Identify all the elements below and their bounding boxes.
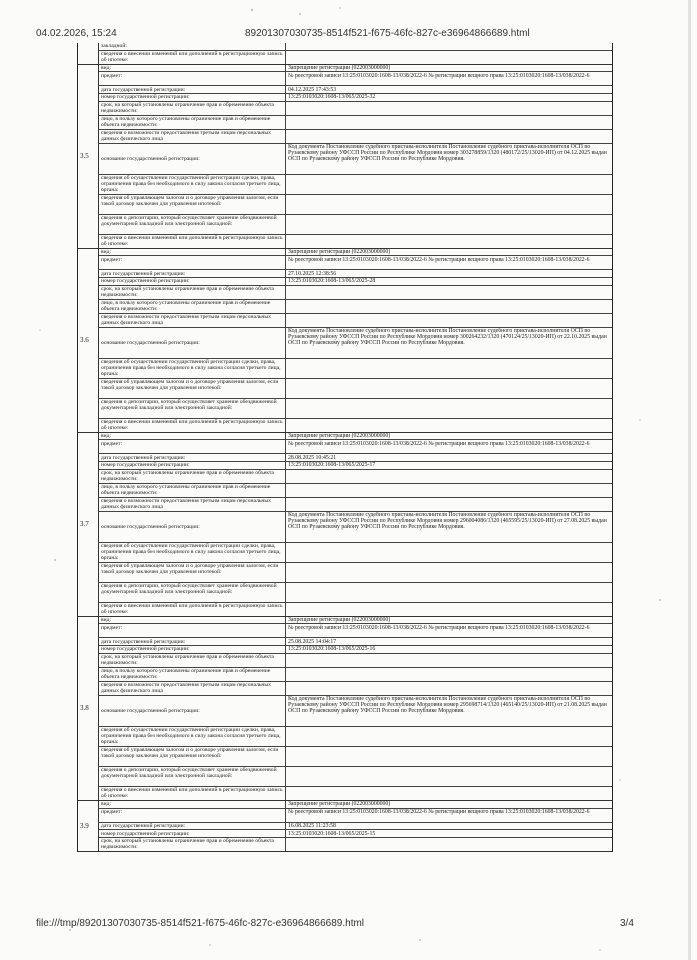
label-basis: основание государственной регистрации:	[99, 512, 286, 542]
value-vid: Запрещение регистрации (022003000000)	[288, 801, 391, 808]
label-changes: сведения о внесении изменений или дополнений в регистрационную запись об ипотеке:	[99, 603, 286, 616]
label-vid: вид:	[99, 65, 286, 72]
label-pledge: сведения об управляющем залогом и о договоре управления залогом, если такой договор заключен для управления ипотекой:	[99, 195, 286, 214]
label-predmet: предмет:	[99, 440, 286, 453]
value-basis: Код документа Постановление судебного пристава-исполнителя Постановление судебного пристава-исполнителя ОСП по Рузаевскому району УФССП России по Республике Мордовия номер 303278859/1320 (480172/25/13020-ИП) от 04.12.2025 выдан ОСП по Рузаевскому району УФССП России по Республике Мордовия.	[288, 143, 607, 163]
value-basis: Код документа Постановление судебного пристава-исполнителя Постановление судебного пристава-исполнителя ОСП по Рузаевскому району УФССП России по Республике Мордовия номер 295698714/1320 (465140/25/13020-ИП) от 21.08.2025 выдан ОСП по Рузаевскому району УФССП России по Республике Мордовия.	[288, 696, 607, 715]
label-changes: сведения о внесении изменений или дополнений в регистрационную запись об ипотеке:	[99, 235, 286, 248]
label-date: дата государственной регистрации:	[99, 270, 286, 277]
label-pledge: сведения об управляющем залогом и о договоре управления залогом, если такой договор заключен для управления ипотекой:	[99, 563, 286, 582]
label-vid: вид:	[99, 249, 286, 256]
print-file-path: file:///tmp/89201307030735-8514f521-f675-46fc-827c-e36964866689.html	[36, 918, 365, 929]
label-depositary: сведения о депозитарии, который осуществляет хранение обездвиженной документарной закладной или электронной закладной:	[99, 215, 286, 234]
label-date: дата государственной регистрации:	[99, 86, 286, 93]
label-date: дата государственной регистрации:	[99, 823, 286, 830]
value-number: 13:25:0103020:1608-13/065/2025-15	[288, 830, 376, 837]
label-predmet: предмет:	[99, 72, 286, 85]
label-person: лицо, в пользу которого установлены ограничение прав и обременение объекта недвижимости:	[99, 116, 286, 129]
label-term: срок, на который установлены ограничение прав и обременение объекта недвижимости:	[99, 838, 286, 851]
value-date: 27.10.2025 12:38:56	[288, 270, 337, 277]
label-number: номер государственной регистрации:	[99, 94, 286, 101]
value-basis: Код документа Постановление судебного пристава-исполнителя Постановление судебного пристава-исполнителя ОСП по Рузаевскому району УФССП России по Республике Мордовия номер 296004086/1320 (465595/25/13020-ИП) от 27.08.2025 выдан ОСП по Рузаевскому району УФССП России по Республике Мордовия.	[288, 512, 607, 531]
label-changes: сведения о внесении изменений или дополнений в регистрационную запись об ипотеке:	[99, 419, 286, 432]
entry-number: 3.6	[78, 249, 99, 432]
label-number: номер государственной регистрации:	[99, 278, 286, 285]
label-person: лицо, в пользу которого установлены ограничение прав и обременение объекта недвижимости:	[99, 484, 286, 497]
value-predmet: № реестровой записи 13:25:0103020:1608-13/038/2022-6 № регистрации вещного права 13:25:0103020:1608-13/038/2022-6	[288, 808, 590, 815]
previous-entry-tail	[77, 43, 613, 65]
value-vid: Запрещение регистрации (022003000000)	[288, 433, 391, 440]
label-basis: основание государственной регистрации:	[99, 144, 286, 174]
label-term: срок, на который установлены ограничение прав и обременение объекта недвижимости:	[99, 286, 286, 299]
label-mortgage-bond: закладной:	[99, 43, 286, 50]
entry-3-9	[77, 801, 613, 852]
entry-3-7	[77, 433, 613, 617]
label-term: срок, на который установлены ограничение прав и обременение объекта недвижимости:	[99, 654, 286, 667]
label-thirdparty: сведения о возможности предоставления третьим лицам персональных данных физического лица	[99, 130, 286, 143]
label-number: номер государственной регистрации:	[99, 830, 286, 837]
value-date: 04.12.2025 17:43:53	[288, 86, 337, 93]
value-predmet: № реестровой записи 13:25:0103020:1608-13/038/2022-6 № регистрации вещного права 13:25:0103020:1608-13/038/2022-6	[288, 624, 590, 631]
label-person: лицо, в пользу которого установлены ограничение прав и обременение объекта недвижимости:	[99, 668, 286, 681]
entry-number: 3.5	[78, 65, 99, 248]
entry-number: 3.8	[78, 617, 99, 800]
label-pledge: сведения об управляющем залогом и о договоре управления залогом, если такой договор заключен для управления ипотекой:	[99, 379, 286, 398]
entry-3-8	[77, 617, 613, 801]
label-date: дата государственной регистрации:	[99, 454, 286, 461]
label-term: срок, на который установлены ограничение прав и обременение объекта недвижимости:	[99, 102, 286, 115]
label-basis: основание государственной регистрации:	[99, 696, 286, 726]
value-date: 16.08.2025 11:23:58	[288, 822, 336, 829]
entry-3-6	[77, 249, 613, 433]
value-number: 13:25:0103020:1608-13/065/2025-16	[288, 646, 376, 653]
label-predmet: предмет:	[99, 809, 286, 822]
label-changes: сведения о внесении изменений или дополнений в регистрационную запись об ипотеке:	[99, 787, 286, 800]
encumbrance-table	[77, 43, 613, 852]
value-date: 25.08.2025 14:04:17	[288, 638, 337, 645]
entry-3-5	[77, 65, 613, 249]
value-vid: Запрещение регистрации (022003000000)	[288, 248, 391, 255]
label-date: дата государственной регистрации:	[99, 638, 286, 645]
label-depositary: сведения о депозитарии, который осуществляет хранение обездвиженной документарной закладной или электронной закладной:	[99, 399, 286, 418]
label-consent: сведения об осуществлении государственной регистрации сделки, права, ограничения права без необходимого в силу закона согласия третьего лица, органа:	[99, 727, 286, 746]
label-predmet: предмет:	[99, 256, 286, 269]
label-consent: сведения об осуществлении государственной регистрации сделки, права, ограничения права без необходимого в силу закона согласия третьего лица, органа:	[99, 543, 286, 562]
label-basis: основание государственной регистрации:	[99, 328, 286, 358]
label-depositary: сведения о депозитарии, который осуществляет хранение обездвиженной документарной закладной или электронной закладной:	[99, 767, 286, 786]
label-thirdparty: сведения о возможности предоставления третьим лицам персональных данных физического лица	[99, 682, 286, 695]
label-changes: сведения о внесении изменений или дополнений в регистрационную запись об ипотеке:	[99, 51, 286, 64]
label-vid: вид:	[99, 617, 286, 624]
label-consent: сведения об осуществлении государственной регистрации сделки, права, ограничения права без необходимого в силу закона согласия третьего лица, органа:	[99, 359, 286, 378]
value-predmet: № реестровой записи 13:25:0103020:1608-13/038/2022-6 № регистрации вещного права 13:25:0103020:1608-13/038/2022-6	[288, 440, 590, 447]
label-pledge: сведения об управляющем залогом и о договоре управления залогом, если такой договор заключен для управления ипотекой:	[99, 747, 286, 766]
label-depositary: сведения о депозитарии, который осуществляет хранение обездвиженной документарной закладной или электронной закладной:	[99, 583, 286, 602]
label-person: лицо, в пользу которого установлены ограничение прав и обременение объекта недвижимости:	[99, 300, 286, 313]
label-term: срок, на который установлены ограничение прав и обременение объекта недвижимости:	[99, 470, 286, 483]
value-number: 13:25:0103020:1608-13/065/2025-28	[288, 278, 376, 285]
value-date: 28.08.2025 10:45:21	[288, 454, 337, 461]
label-thirdparty: сведения о возможности предоставления третьим лицам персональных данных физического лица	[99, 498, 286, 511]
label-thirdparty: сведения о возможности предоставления третьим лицам персональных данных физического лица	[99, 314, 286, 327]
print-datetime: 04.02.2026, 15:24	[36, 28, 117, 39]
value-predmet: № реестровой записи 13:25:0103020:1608-13/038/2022-6 № регистрации вещного права 13:25:0103020:1608-13/038/2022-6	[288, 72, 590, 79]
print-page-number: 3/4	[620, 918, 634, 929]
label-predmet: предмет:	[99, 624, 286, 637]
value-predmet: № реестровой записи 13:25:0103020:1608-13/038/2022-6 № регистрации вещного права 13:25:0103020:1608-13/038/2022-6	[288, 256, 590, 263]
entry-number: 3.7	[78, 433, 99, 616]
label-number: номер государственной регистрации:	[99, 646, 286, 653]
label-vid: вид:	[99, 801, 286, 808]
value-number: 13:25:0103020:1608-13/065/2025-32	[288, 94, 376, 101]
value-number: 13:25:0103020:1608-13/065/2025-17	[288, 462, 376, 469]
entry-number: 3.9	[78, 801, 99, 851]
print-filename: 89201307030735-8514f521-f675-46fc-827c-e36964866689.html	[245, 28, 530, 39]
label-consent: сведения об осуществлении государственной регистрации сделки, права, ограничения права без необходимого в силу закона согласия третьего лица, органа:	[99, 175, 286, 194]
value-basis: Код документа Постановление судебного пристава-исполнителя Постановление судебного пристава-исполнителя ОСП по Рузаевскому району УФССП России по Республике Мордовия номер 300264232/1320 (470124/25/13020-ИП) от 22.10.2025 выдан ОСП по Рузаевскому району УФССП России по Республике Мордовия.	[288, 328, 607, 347]
value-vid: Запрещение регистрации (022003000000)	[288, 617, 391, 624]
label-number: номер государственной регистрации:	[99, 462, 286, 469]
label-vid: вид:	[99, 433, 286, 440]
value-vid: Запрещение регистрации (022003000000)	[288, 64, 391, 71]
